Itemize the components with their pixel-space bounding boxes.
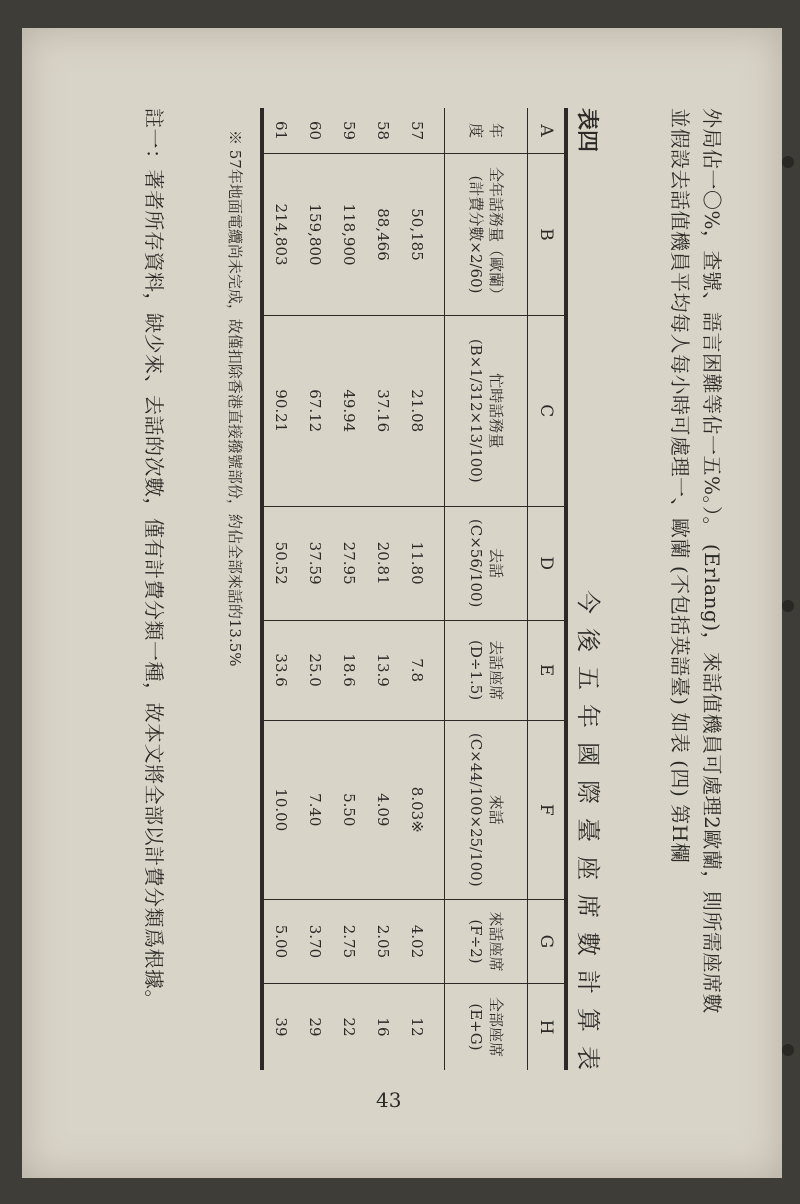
column-header: 去話 (C×56/100) <box>445 506 528 620</box>
column-header: 年 度 <box>445 108 528 154</box>
table-cell: 39 <box>262 983 298 1070</box>
column-letter: G <box>528 899 567 983</box>
table-cell: 13.9 <box>366 620 400 720</box>
table-cell: 25.0 <box>298 620 332 720</box>
column-letter: C <box>528 315 567 506</box>
table-title: 今後五年國際臺座席數計算表 <box>574 590 602 1084</box>
table-cell: 7.8 <box>400 620 445 720</box>
table-cell: 60 <box>306 121 324 141</box>
table-row <box>366 108 400 1070</box>
column-letter: A <box>528 108 567 154</box>
table-cell: 16 <box>366 983 400 1070</box>
body-text-line-2: 並假設去話值機員平均每人每小時可處理一、歐蘭 (不包括英語臺) 如表 (四) 第H欄 <box>668 108 692 864</box>
table-cell: 3.70 <box>298 899 332 983</box>
table-cell: 27.95 <box>332 506 366 620</box>
table-cell: 49.94 <box>332 315 366 506</box>
column-letter: H <box>528 983 567 1070</box>
table-cell: 57 <box>408 121 426 141</box>
table-cell: 29 <box>298 983 332 1070</box>
table-cell: 2.05 <box>366 899 400 983</box>
footnote: 註一：著者所存資料，缺少來、去話的次數，僅有計費分類一種，故本文將全部以計費分類爲根據。 <box>142 108 166 1010</box>
seat-calculation-table <box>260 108 568 1070</box>
table-cell: 7.40 <box>298 720 332 899</box>
table-cell: 50.52 <box>262 506 298 620</box>
table-cell: 8.03※ <box>400 720 445 899</box>
table-row <box>262 108 298 1070</box>
table-cell: 5.50 <box>332 720 366 899</box>
table-row <box>298 108 332 1070</box>
table-label: 表四 <box>574 108 600 153</box>
column-header: 來話 (C×44/100×25/100) <box>445 720 528 899</box>
table-row <box>400 108 445 1070</box>
column-letter: D <box>528 506 567 620</box>
table-row <box>332 108 366 1070</box>
table-cell: 50,185 <box>400 154 445 316</box>
table-cell: 4.02 <box>400 899 445 983</box>
table-cell: 10.00 <box>262 720 298 899</box>
table-cell: 22 <box>332 983 366 1070</box>
column-letter-row <box>528 108 567 1070</box>
table-note: ※ 57年地面電纜尚未完成，故僅扣除香港直接撥號部份，約佔全部來話的13.5% <box>226 130 244 667</box>
column-letter: E <box>528 620 567 720</box>
table-cell: 59 <box>340 121 358 141</box>
page-number: 43 <box>376 1088 402 1112</box>
table-cell: 18.6 <box>332 620 366 720</box>
table-cell: 90.21 <box>262 315 298 506</box>
table-cell: 20.81 <box>366 506 400 620</box>
table-cell: 4.09 <box>366 720 400 899</box>
table-cell: 33.6 <box>262 620 298 720</box>
table-cell: 118,900 <box>332 154 366 316</box>
body-text-line-1: 外局佔一〇%，查號、語言困難等佔一五%。）。 (Erlang)，來話值機員可處理2歐蘭，則所需座席數 <box>700 108 724 1014</box>
column-header: 全年話務量（歐蘭）(計費分數×2/60) <box>445 154 528 316</box>
column-header: 忙時話務量 (B×1/312×13/100) <box>445 315 528 506</box>
table-cell: 11.80 <box>400 506 445 620</box>
table-cell: 12 <box>400 983 445 1070</box>
column-letter: B <box>528 154 567 316</box>
table-cell: 88,466 <box>366 154 400 316</box>
table-cell: 37.16 <box>366 315 400 506</box>
table-cell: 214,803 <box>262 154 298 316</box>
column-header-row <box>445 108 528 1070</box>
table-cell: 2.75 <box>332 899 366 983</box>
column-header: 全部座席 (E+G) <box>445 983 528 1070</box>
column-letter: F <box>528 720 567 899</box>
table-cell: 5.00 <box>262 899 298 983</box>
column-header: 來話座席 (F÷2) <box>445 899 528 983</box>
table-cell: 159,800 <box>298 154 332 316</box>
table-cell: 61 <box>272 121 290 141</box>
table-cell: 67.12 <box>298 315 332 506</box>
table-cell: 58 <box>374 121 392 141</box>
column-header: 去話座席 (D÷1.5) <box>445 620 528 720</box>
table-cell: 37.59 <box>298 506 332 620</box>
table-cell: 21.08 <box>400 315 445 506</box>
